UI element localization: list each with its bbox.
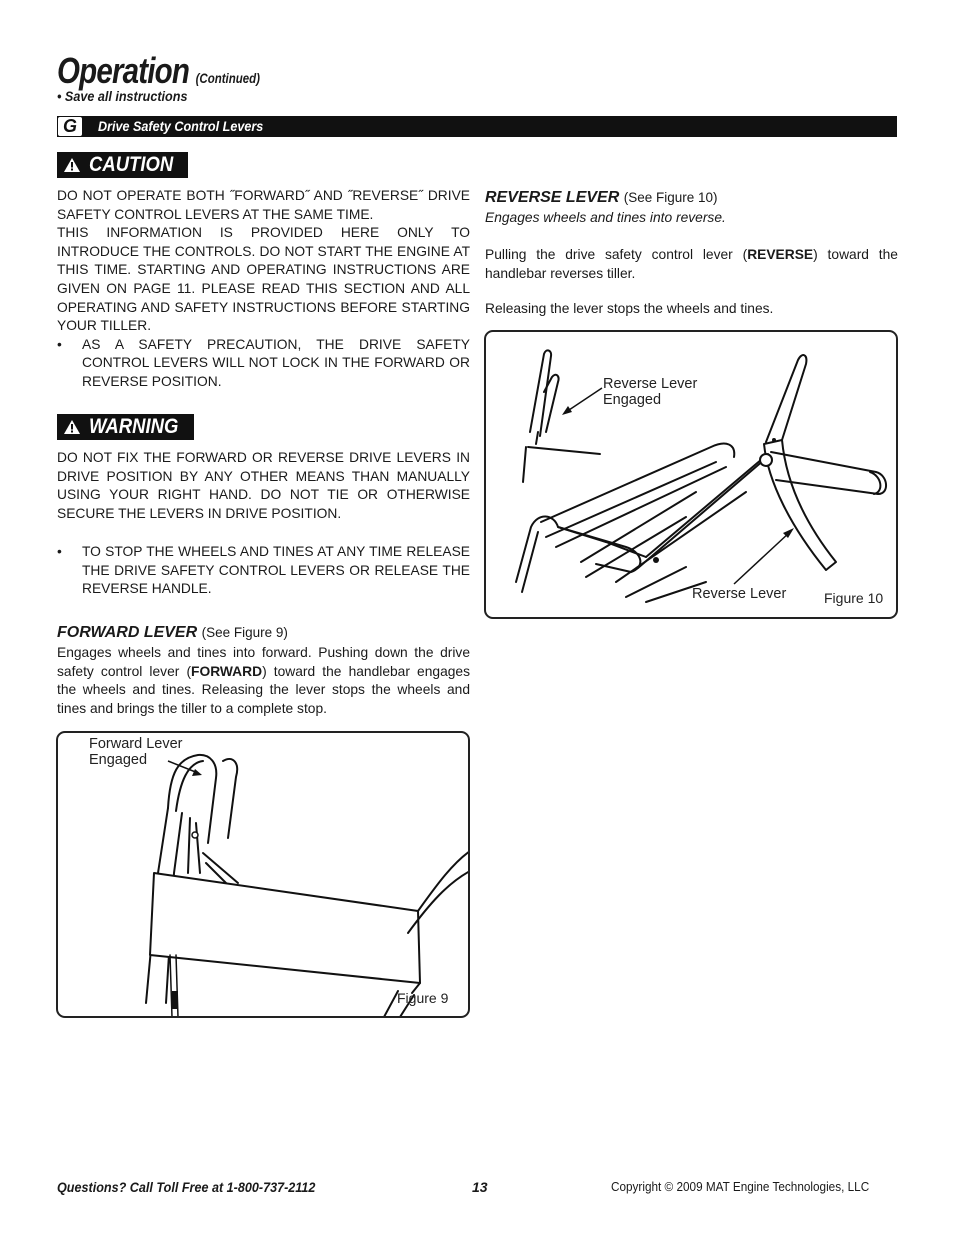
figure-10-top-callout-line1: Reverse Lever [603,376,698,392]
warning-text [57,449,470,523]
footer-phone: Questions? Call Toll Free at 1-800-737-2112 [57,1179,316,1195]
figure-10 [484,330,898,619]
warning-label-text: WARNING [89,415,179,438]
reverse-text-bold: REVERSE [747,247,814,262]
caution-paragraph-2: THIS INFORMATION IS PROVIDED HERE ONLY TO INTRODUCE THE CONTROLS. DO NOT START THE ENGINE AT THIS TIME. STARTING AND OPERATING INSTRUCTIONS ARE GIVEN ON PAGE 11. PLEASE READ THIS SECTION AND ALL OPERATING AND SAFETY INSTRUCTIONS BEFORE STARTING YOUR TILLER. [57,225,470,334]
warning-paragraph-1: DO NOT FIX THE FORWARD OR REVERSE DRIVE LEVERS IN DRIVE POSITION BY ANY OTHER MEANS THAN MANUALLY USING YOUR RIGHT HAND. DO NOT TIE OR OTHERWISE SECURE THE LEVERS IN DRIVE POSITION. [57,450,470,521]
forward-text-before: Engages wheels and tines into forward. Pushing down the drive safety control lever ( [57,645,470,679]
caution-bullet: • AS A SAFETY PRECAUTION, THE DRIVE SAFETY CONTROL LEVERS WILL NOT LOCK IN THE FORWARD OR REVERSE POSITION. [57,336,470,392]
figure-10-top-callout [603,376,697,408]
reverse-lever-text [485,246,898,283]
caution-paragraph-1: DO NOT OPERATE BOTH ˝FORWARD˝ AND ˝REVERSE˝ DRIVE SAFETY CONTROL LEVERS AT THE SAME TIME. [57,188,470,222]
figure-10-number: Figure 10 [824,590,884,606]
warning-label [57,414,194,440]
save-instructions-note: • Save all instructions [57,88,188,104]
figure-9-callout-line2: Engaged [89,752,148,768]
warning-triangle-icon [63,419,81,435]
section-letter: G [57,116,83,137]
forward-lever-title: FORWARD LEVER [57,624,198,641]
caution-text [57,187,470,392]
continued-label: (Continued) [195,70,260,86]
section-title: Drive Safety Control Levers [98,118,264,134]
figure-10-bottom-callout: Reverse Lever [692,586,787,602]
forward-lever-heading [57,624,288,642]
warning-triangle-icon [63,157,81,173]
page-number: 13 [472,1179,488,1195]
warning-bullet-block [57,543,470,599]
caution-label-text: CAUTION [89,153,174,176]
figure-9-number: Figure 9 [397,990,449,1006]
footer-copyright: Copyright © 2009 MAT Engine Technologies, LLC [611,1180,870,1194]
page-title-text: Operation [57,50,190,91]
forward-lever-illustration [58,733,470,1018]
caution-label [57,152,188,178]
forward-text-bold: FORWARD [191,663,263,679]
reverse-lever-heading [485,189,718,207]
warning-bullet: • TO STOP THE WHEELS AND TINES AT ANY TIME RELEASE THE DRIVE SAFETY CONTROL LEVERS OR RELEASE THE REVERSE HANDLE. [57,543,470,599]
reverse-lever-release-text: Releasing the lever stops the wheels and tines. [485,301,774,316]
reverse-text-after: ) toward the handlebar reverses tiller. [485,247,898,281]
page-title [57,50,260,92]
reverse-lever-see-figure: (See Figure 10) [623,190,718,205]
figure-9-callout-line1: Forward Lever [89,736,183,752]
reverse-text-before: Pulling the drive safety control lever ( [485,247,748,262]
figure-9-callout [89,736,182,768]
reverse-lever-subtitle: Engages wheels and tines into reverse. [485,210,726,225]
forward-text-after: ) toward the handlebar engages the wheels and tines. Releasing the lever stops the wheels and tines and brings the tiller to a complete stop. [57,663,470,716]
figure-9 [56,731,470,1018]
reverse-lever-title: REVERSE LEVER [485,189,620,206]
forward-lever-text [57,644,470,718]
figure-10-top-callout-line2: Engaged [603,392,662,408]
forward-lever-see-figure: (See Figure 9) [201,625,288,640]
